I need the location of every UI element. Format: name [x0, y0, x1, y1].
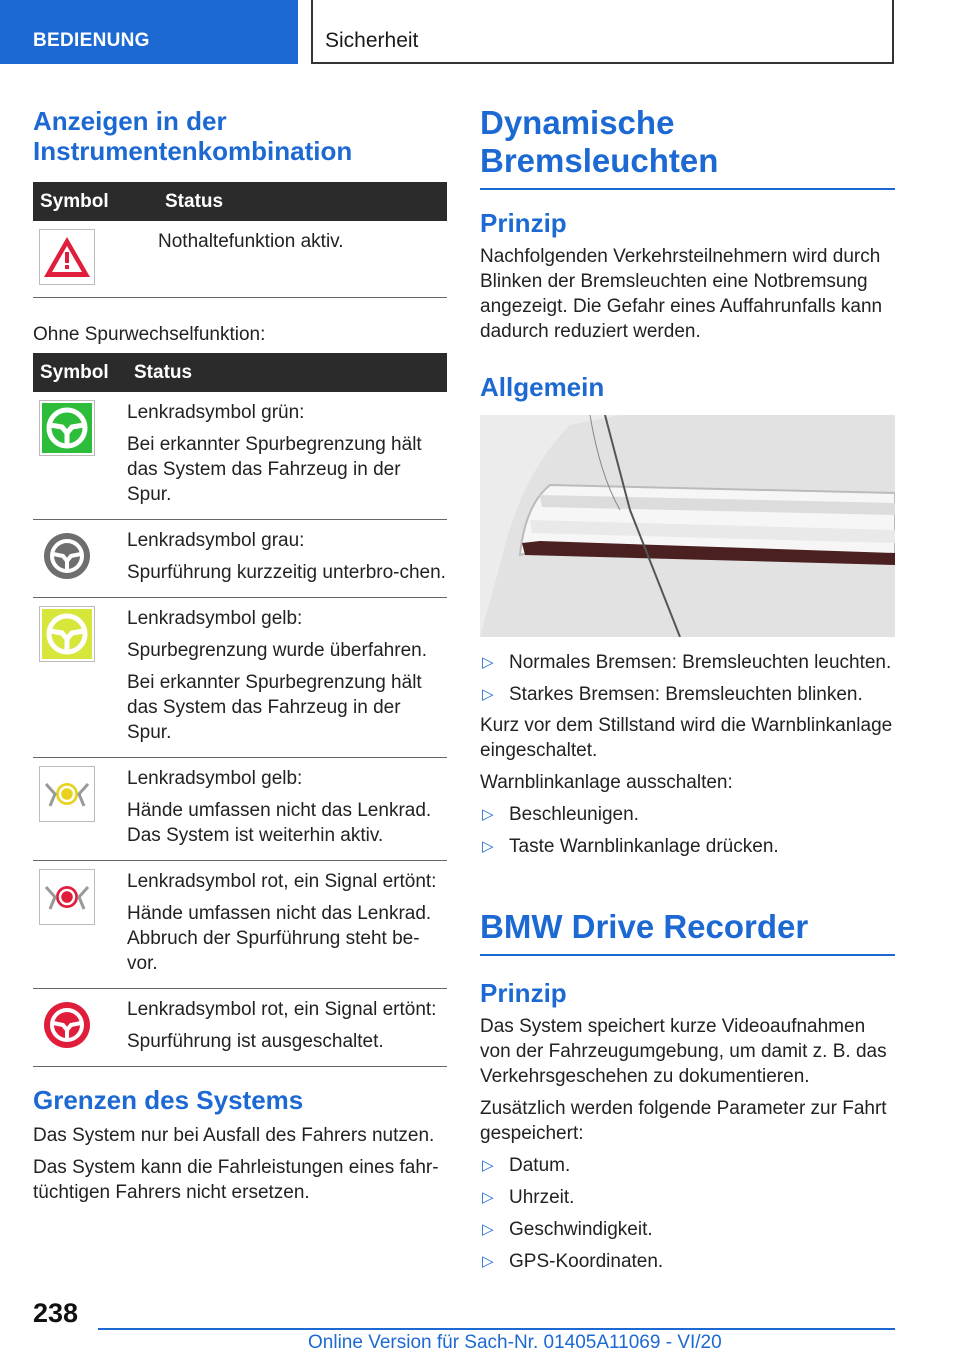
list-item: ▷ Taste Warnblinkanlage drücken. — [482, 836, 779, 857]
status-title: Lenkradsymbol gelb: — [127, 608, 303, 629]
status-table-1 — [33, 182, 447, 298]
steering-wheel-red-icon — [39, 997, 95, 1053]
heading-limits: Grenzen des Systems — [33, 1085, 304, 1115]
triangle-bullet-icon: ▷ — [482, 806, 494, 823]
status-title: Lenkradsymbol rot, ein Signal ertönt: — [127, 999, 437, 1020]
steering-wheel-grey-icon — [39, 528, 95, 584]
status-text: Bei erkannter Spurbegrenzung hält das System das Fahrzeug in der Spur. — [127, 672, 422, 743]
table-row — [33, 758, 447, 861]
triangle-bullet-icon: ▷ — [482, 1189, 494, 1206]
heading-principle: Prinzip — [480, 208, 567, 238]
list-item: ▷ Geschwindigkeit. — [482, 1219, 653, 1240]
table-row — [33, 989, 447, 1067]
brake-bullets — [480, 650, 895, 714]
col-header-status: Status — [127, 353, 447, 392]
hazard-bullets — [480, 802, 895, 859]
list-item: ▷ GPS-Koordinaten. — [482, 1251, 664, 1272]
heading-instrument-display: Anzeigen in der Instrumentenkombination — [33, 106, 353, 166]
status-text: Nothaltefunktion aktiv. — [158, 231, 344, 252]
section-label: BEDIENUNG — [33, 30, 150, 51]
steering-wheel-yellow-hands-icon — [39, 766, 95, 822]
steering-wheel-green-icon — [39, 400, 95, 456]
principle-section — [480, 208, 895, 351]
table-row — [33, 861, 447, 989]
list-item: ▷ Beschleunigen. — [482, 804, 639, 825]
limits-section — [33, 1085, 447, 1212]
status-text: Bei erkannter Spurbegrenzung hält das System das Fahrzeug in der Spur. — [127, 434, 422, 505]
table-row — [33, 392, 447, 520]
status-text: Spurführung ist ausgeschaltet. — [127, 1031, 384, 1052]
table-row — [33, 598, 447, 758]
status-text: Spurführung kurzzeitig unterbro-chen. — [127, 562, 446, 583]
triangle-bullet-icon: ▷ — [482, 654, 494, 671]
general-text — [480, 713, 895, 866]
status-table-2 — [33, 353, 447, 1067]
warning-triangle-icon — [39, 229, 95, 285]
triangle-bullet-icon: ▷ — [482, 1157, 494, 1174]
page-number: 238 — [33, 1298, 79, 1328]
list-item: ▷ Normales Bremsen: Bremsleuchten leuchten. — [482, 652, 892, 673]
limits-text-1: Das System nur bei Ausfall des Fahrers nutzen. — [33, 1125, 435, 1146]
steering-wheel-red-hands-icon — [39, 869, 95, 925]
table-row — [33, 520, 447, 598]
status-title: Lenkradsymbol grün: — [127, 402, 305, 423]
col-header-status: Status — [158, 182, 447, 221]
triangle-bullet-icon: ▷ — [482, 686, 494, 703]
triangle-bullet-icon: ▷ — [482, 838, 494, 855]
footer-rule — [98, 1328, 895, 1330]
heading-general: Allgemein — [480, 372, 605, 402]
principle-text: Nachfolgenden Verkehrsteilnehmern wird durch Blinken der Bremsleuchten eine Notbremsung angezeigt. Die Gefahr eines Auffahrunfalls kann dadurch reduziert werden. — [480, 246, 883, 342]
status-text: Hände umfassen nicht das Lenkrad. Abbruch der Spurführung steht be-vor. — [127, 903, 432, 974]
table-row — [33, 221, 447, 298]
general-text-1: Kurz vor dem Stillstand wird die Warnblinkanlage eingeschaltet. — [480, 715, 893, 761]
status-title: Lenkradsymbol grau: — [127, 530, 305, 551]
intro-no-lane-change: Ohne Spurwechselfunktion: — [33, 324, 266, 345]
brake-light-photo — [480, 415, 895, 637]
chapter-tab — [311, 0, 894, 64]
title-drive-recorder: BMW Drive Recorder — [480, 908, 895, 956]
heading-recorder-principle: Prinzip — [480, 978, 567, 1008]
list-item: ▷ Datum. — [482, 1155, 571, 1176]
chapter-label: Sicherheit — [325, 29, 419, 52]
online-version-text: Online Version für Sach-Nr. 01405A11069 - VI/20 — [308, 1332, 722, 1353]
col-header-symbol: Symbol — [33, 182, 158, 221]
list-item: ▷ Starkes Bremsen: Bremsleuchten blinken. — [482, 684, 863, 705]
recorder-text-1: Das System speichert kurze Videoaufnahmen von der Fahrzeugumgebung, um damit z. B. das Verkehrsgeschehen zu dokumentieren. — [480, 1016, 887, 1087]
title-dynamic-brake-lights: Dynamische Bremsleuchten — [480, 104, 895, 190]
recorder-text-2: Zusätzlich werden folgende Parameter zur Fahrt gespeichert: — [480, 1098, 887, 1144]
limits-text-2: Das System kann die Fahrleistungen eines fahr-tüchtigen Fahrers nicht ersetzen. — [33, 1157, 439, 1203]
list-item: ▷ Uhrzeit. — [482, 1187, 575, 1208]
status-text: Spurbegrenzung wurde überfahren. — [127, 640, 427, 661]
recorder-bullets — [480, 1153, 895, 1274]
section-tab — [0, 0, 298, 64]
triangle-bullet-icon: ▷ — [482, 1221, 494, 1238]
col-header-symbol: Symbol — [33, 353, 127, 392]
status-title: Lenkradsymbol rot, ein Signal ertönt: — [127, 871, 437, 892]
status-title: Lenkradsymbol gelb: — [127, 768, 303, 789]
triangle-bullet-icon: ▷ — [482, 1253, 494, 1270]
steering-wheel-yellow-icon — [39, 606, 95, 662]
status-text: Hände umfassen nicht das Lenkrad. Das System ist weiterhin aktiv. — [127, 800, 432, 846]
recorder-section — [480, 978, 895, 1281]
general-text-2: Warnblinkanlage ausschalten: — [480, 772, 733, 793]
